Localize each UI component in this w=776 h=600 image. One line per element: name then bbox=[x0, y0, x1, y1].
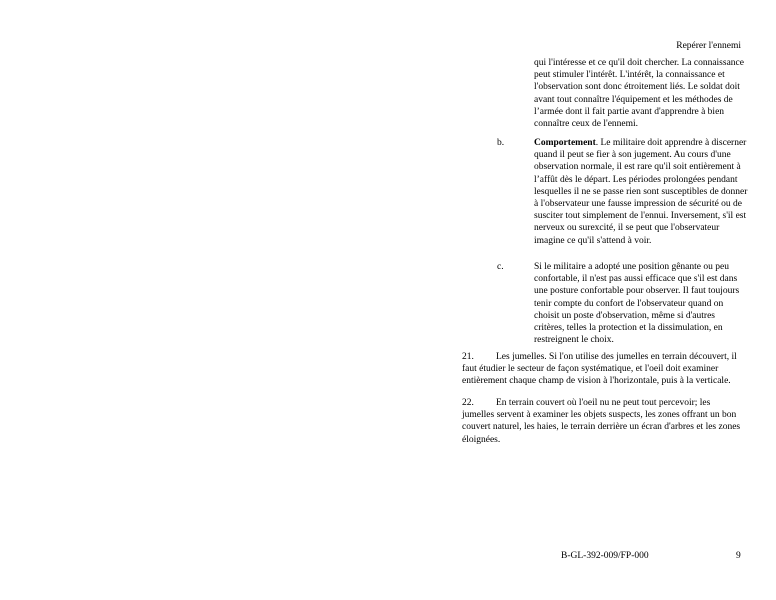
item-c-label: c. bbox=[497, 262, 504, 272]
item-b-label: b. bbox=[497, 138, 505, 148]
continuation-paragraph: qui l'intéresse et ce qu'il doit chercher. La connaissance peut stimuler l'intérêt. L'intérêt, la connaissance et l'observation sont donc étroitement liés. Le soldat doit avant tout connaître l'équipement et les méthodes de l’armée dont il fait partie avant d'apprendre à bien connaître ceux de l'ennemi. bbox=[534, 58, 744, 130]
footer-document-number: B-GL-392-009/FP-000 bbox=[561, 551, 649, 561]
footer-page-number: 9 bbox=[736, 551, 741, 561]
item-b-title: Comportement bbox=[534, 138, 596, 148]
paragraph-21 bbox=[462, 351, 744, 388]
paragraph-21-number: 21. bbox=[462, 352, 474, 362]
item-b-paragraph bbox=[534, 137, 748, 247]
paragraph-22-text: En terrain couvert où l'oeil nu ne peut tout percevoir; les jumelles servent à examiner les objets suspects, les zones offrant un bon couvert naturel, les haies, le terrain derrière un écran d'arbres et les zones éloignées. bbox=[462, 398, 741, 445]
paragraph-22 bbox=[462, 397, 744, 446]
item-b-text: . Le militaire doit apprendre à discerner quand il peut se fier à son jugement. Au cours d'une observation normale, il est rare qu'il soit entièrement à l’affût dès le départ. Les périodes prolongées pendant lesquelles il ne se passe rien sont susceptibles de donner à l'observateur une fausse impression de sécurité ou de susciter tout simplement de l'ennui. Inversement, s'il est nerveux ou surexcité, il se peut que l'observateur imagine ce qu'il s'attend à voir. bbox=[534, 138, 748, 246]
item-c-paragraph: Si le militaire a adopté une position gênante ou peu confortable, il n'est pas aussi efficace que s'il est dans une posture confortable pour observer. Il faut toujours tenir compte du confort de l'observateur quand on choisit un poste d'observation, même si d'autres critères, telles la protection et la dissimulation, en restreignent le choix. bbox=[534, 262, 740, 346]
paragraph-21-text: Les jumelles. Si l'on utilise des jumelles en terrain découvert, il faut étudier le secteur de façon systématique, et l'oeil doit examiner entièrement chaque champ de vision à l'horizontale, puis à la verticale. bbox=[462, 352, 737, 387]
paragraph-22-number: 22. bbox=[462, 398, 474, 408]
running-header: Repérer l'ennemi bbox=[676, 41, 741, 51]
